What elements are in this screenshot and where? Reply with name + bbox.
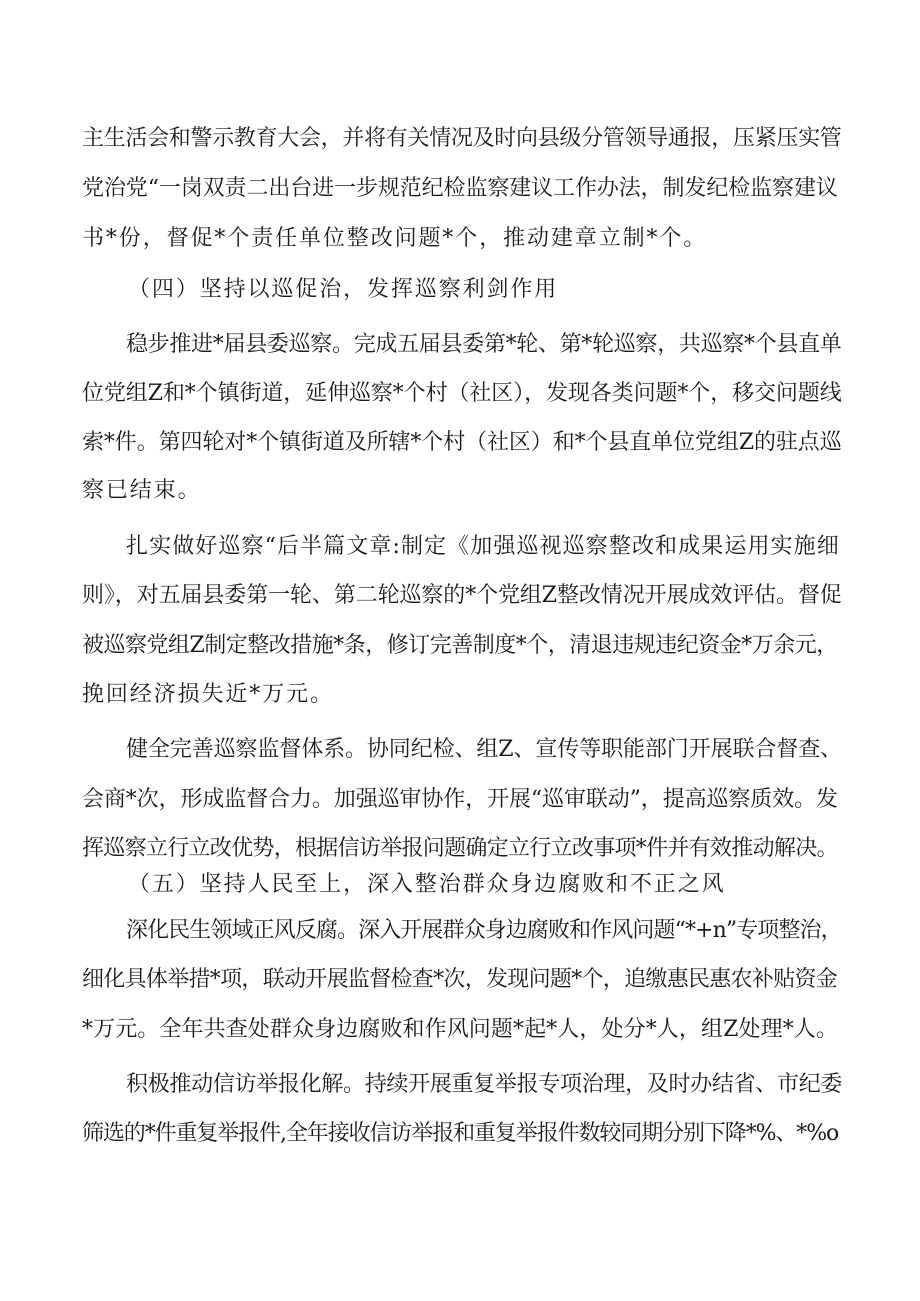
body-text-line: 位党组Z和*个镇街道，延伸巡察*个村（社区），发现各类问题*个，移交问题线 [82, 381, 842, 406]
section-heading: （五）坚持人民至上，深入整治群众身边腐败和不正之风 [128, 872, 726, 897]
body-text-line: 则》，对五届县委第一轮、第二轮巡察的*个党组Z整改情况开展成效评估。督促 [82, 583, 842, 608]
body-text-line: 会商*次，形成监督合力。加强巡审协作，开展“巡审联动”，提高巡察质效。发 [82, 787, 838, 812]
body-text-line: 深化民生领域正风反腐。深入开展群众身边腐败和作风问题“*+n”专项整治， [126, 918, 842, 943]
body-text-line: 党治党“一岗双责二出台进一步规范纪检监察建议工作办法，制发纪检监察建议 [82, 176, 838, 201]
body-text-line: 健全完善巡察监督体系。协同纪检、组Z、宣传等职能部门开展联合督查、 [126, 737, 842, 762]
body-text-line: 扎实做好巡察“后半篇文章:制定《加强巡视巡察整改和成果运用实施细 [126, 534, 840, 559]
body-text-line: 被巡察党组Z制定整改措施*条，修订完善制度*个，清退违规违纪资金*万余元， [82, 633, 838, 658]
body-text-line: 筛选的*件重复举报件,全年接收信访举报和重复举报件数较同期分别下降*%、*%o [82, 1121, 839, 1146]
body-text-line: 稳步推进*届县委巡察。完成五届县委第*轮、第*轮巡察，共巡察*个县直单 [126, 332, 842, 357]
body-text-line: 书*份，督促*个责任单位整改问题*个，推动建章立制*个。 [82, 226, 708, 251]
section-heading: （四）坚持以巡促治，发挥巡察利剑作用 [128, 277, 559, 302]
body-text-line: 索*件。第四轮对*个镇街道及所辖*个村（社区）和*个县直单位党组Z的驻点巡 [82, 430, 842, 455]
body-text-line: 主生活会和警示教育大会，并将有关情况及时向县级分管领导通报，压紧压实管 [82, 126, 842, 151]
body-text-line: 细化具体举措*项，联动开展监督检查*次，发现问题*个，追缴惠民惠农补贴资金 [82, 967, 838, 992]
body-text-line: 挥巡察立行立改优势，根据信访举报问题确定立行立改事项*件并有效推动解决。 [82, 836, 838, 861]
body-text-line: 挽回经济损失近*万元。 [82, 682, 334, 707]
body-text-line: *万元。全年共查处群众身边腐败和作风问题*起*人，处分*人，组Z处理*人。 [82, 1017, 838, 1042]
body-text-line: 察已结束。 [82, 478, 202, 503]
body-text-line: 积极推动信访举报化解。持续开展重复举报专项治理，及时办结省、市纪委 [126, 1072, 843, 1097]
